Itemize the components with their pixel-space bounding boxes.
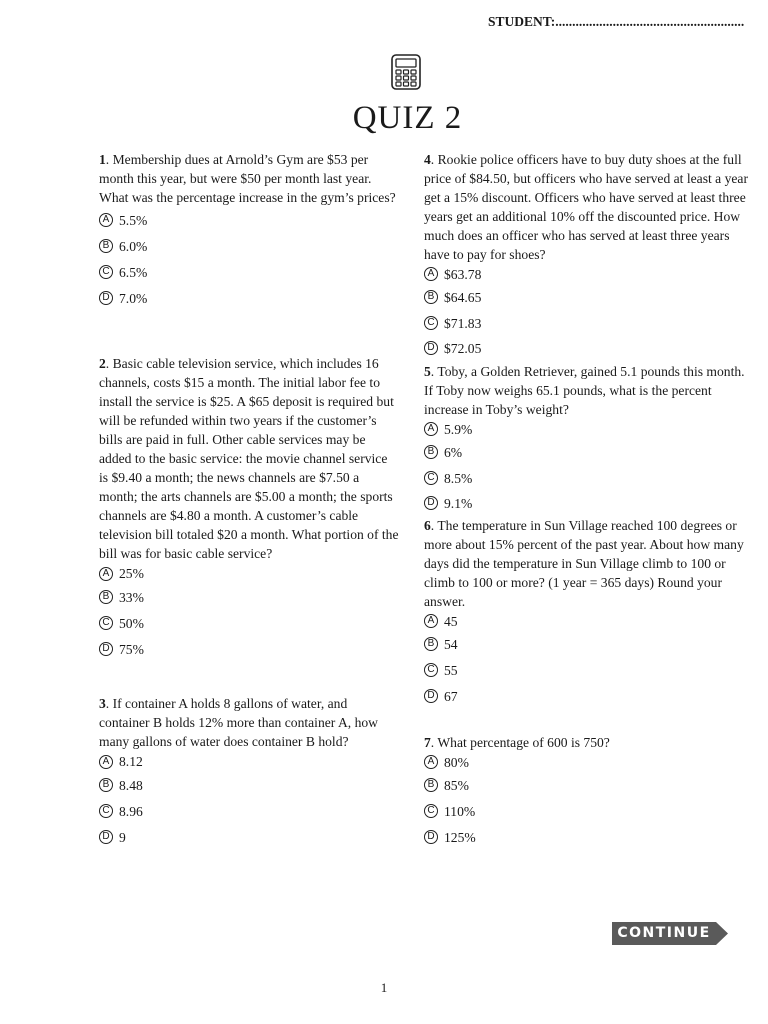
answer-option-a[interactable]	[424, 752, 748, 772]
continue-button[interactable]	[612, 922, 728, 945]
question-stem	[99, 694, 399, 751]
question-7	[424, 733, 748, 850]
question-number: 6	[424, 518, 431, 533]
option-letter-circle: C	[424, 471, 438, 485]
option-text: 25%	[119, 566, 144, 581]
option-letter-circle: D	[424, 689, 438, 703]
question-number: 2	[99, 356, 106, 371]
question-text: . Membership dues at Arnold’s Gym are $53 per month this year, but were $50 per month last year. What was the percentage increase in the gym’s prices?	[99, 152, 396, 205]
answer-option-d[interactable]	[424, 824, 748, 850]
option-text: 7.0%	[119, 290, 148, 306]
question-stem	[424, 150, 748, 264]
option-text: 5.9%	[444, 421, 473, 437]
question-text: . Rookie police officers have to buy duty shoes at the full price of $84.50, but officers who have served at least a year get a 15% discount. Officers who have served at least three years get an additional 10% off the discounted price. How much does an officer who has served at least three years have to pay for shoes?	[424, 152, 748, 262]
option-letter-circle: A	[424, 422, 438, 436]
answer-option-b[interactable]	[99, 772, 399, 798]
option-text: 8.48	[119, 777, 143, 793]
answer-option-c[interactable]	[99, 610, 399, 636]
question-5	[424, 362, 748, 515]
option-letter-circle: C	[424, 663, 438, 677]
answer-option-c[interactable]	[99, 259, 399, 285]
option-text: 33%	[119, 589, 144, 605]
option-text: 80%	[444, 754, 469, 770]
option-text: 85%	[444, 777, 469, 793]
answer-option-a[interactable]	[424, 264, 748, 284]
option-letter-circle: C	[99, 265, 113, 279]
answer-option-c[interactable]	[424, 657, 748, 683]
option-text: 45	[444, 613, 458, 629]
answer-option-d[interactable]	[424, 336, 748, 360]
question-stem	[424, 733, 748, 752]
option-text: 50%	[119, 615, 144, 631]
question-stem	[99, 354, 399, 563]
option-text: 9.1%	[444, 495, 473, 511]
option-letter-circle: A	[424, 755, 438, 769]
answer-option-b[interactable]	[424, 772, 748, 798]
option-letter-circle: A	[424, 614, 438, 628]
answer-options	[99, 563, 399, 662]
question-4	[424, 150, 748, 360]
question-text: . Basic cable television service, which includes 16 channels, costs $15 a month. The initial labor fee to install the service is $25. A $65 deposit is required but will be refunded within two years if the customer’s bills are paid in full. Other cable services may be added to the basic service: the movie channel service is $9.40 a month; the news channels are $7.50 a month; the arts channels are $5.00 a month; the sports channels are $4.80 a month. A customer’s cable television bill totaled $20 a month. What portion of the bill was for basic cable service?	[99, 356, 399, 561]
option-text: 6%	[444, 444, 463, 460]
option-text: $72.05	[444, 340, 482, 356]
option-letter-circle: C	[424, 804, 438, 818]
option-letter-circle: D	[99, 830, 113, 844]
option-letter-circle: B	[424, 637, 438, 651]
answer-option-b[interactable]	[424, 284, 748, 310]
question-number: 1	[99, 152, 106, 167]
option-text: 6.0%	[119, 238, 148, 254]
option-letter-circle: D	[99, 642, 113, 656]
option-text: $71.83	[444, 315, 482, 331]
answer-option-c[interactable]	[424, 465, 748, 491]
answer-options	[424, 752, 748, 850]
answer-option-c[interactable]	[99, 798, 399, 824]
question-number: 5	[424, 364, 431, 379]
answer-option-c[interactable]	[424, 310, 748, 336]
question-text: . What percentage of 600 is 750?	[430, 735, 610, 750]
option-text: 5.5%	[119, 212, 148, 228]
option-letter-circle: B	[424, 778, 438, 792]
question-stem	[99, 150, 399, 207]
answer-option-a[interactable]	[424, 611, 748, 631]
option-letter-circle: B	[99, 590, 113, 604]
student-name-field: STUDENT:........................................................	[488, 14, 745, 29]
question-3	[99, 694, 399, 850]
question-number: 3	[99, 696, 106, 711]
option-text: 6.5%	[119, 264, 148, 280]
option-letter-circle: B	[99, 239, 113, 253]
option-letter-circle: A	[99, 213, 113, 227]
question-number: 4	[424, 152, 431, 167]
answer-option-b[interactable]	[99, 584, 399, 610]
answer-option-d[interactable]	[99, 824, 399, 850]
answer-option-b[interactable]	[424, 631, 748, 657]
option-letter-circle: A	[424, 267, 438, 281]
option-letter-circle: C	[424, 316, 438, 330]
answer-option-b[interactable]	[99, 233, 399, 259]
continue-label: CONTINUE	[617, 925, 711, 941]
question-6	[424, 516, 748, 709]
option-text: 125%	[444, 829, 476, 845]
answer-option-d[interactable]	[99, 636, 399, 662]
option-text: 54	[444, 636, 458, 652]
answer-option-a[interactable]	[99, 563, 399, 584]
option-letter-circle: B	[424, 445, 438, 459]
answer-options	[424, 611, 748, 709]
option-text: 75%	[119, 641, 144, 657]
option-text: 8.96	[119, 803, 143, 819]
answer-option-d[interactable]	[424, 683, 748, 709]
question-2	[99, 354, 399, 662]
question-text: . Toby, a Golden Retriever, gained 5.1 pounds this month. If Toby now weighs 65.1 pounds, what is the percent increase in Toby’s weight?	[424, 364, 745, 417]
question-stem	[424, 516, 748, 611]
option-text: 8.12	[119, 754, 143, 769]
question-stem	[424, 362, 748, 419]
answer-options	[99, 207, 399, 311]
option-letter-circle: D	[424, 341, 438, 355]
option-letter-circle: C	[99, 804, 113, 818]
question-text: . The temperature in Sun Village reached 100 degrees or more about 15% percent of the past year. About how many days did the temperature in Sun Village climb to 100 or climb to 100 or more? (1 year = 365 days) Round your answer.	[424, 518, 744, 609]
option-letter-circle: B	[99, 778, 113, 792]
option-letter-circle: D	[99, 291, 113, 305]
option-text: 55	[444, 662, 458, 678]
question-text: . If container A holds 8 gallons of water, and container B holds 12% more than container A, how many gallons of water does container B hold?	[99, 696, 378, 749]
option-text: $64.65	[444, 289, 482, 305]
answer-option-d[interactable]	[99, 285, 399, 311]
answer-option-d[interactable]	[424, 491, 748, 515]
page-number: 1	[380, 980, 388, 995]
option-text: $63.78	[444, 266, 482, 282]
answer-options	[424, 264, 748, 360]
option-letter-circle: C	[99, 616, 113, 630]
answer-option-a[interactable]	[99, 207, 399, 233]
option-letter-circle: B	[424, 290, 438, 304]
option-letter-circle: A	[99, 755, 113, 769]
calculator-icon	[391, 54, 421, 90]
option-text: 110%	[444, 803, 476, 819]
option-letter-circle: D	[424, 496, 438, 510]
answer-option-c[interactable]	[424, 798, 748, 824]
option-letter-circle: D	[424, 830, 438, 844]
option-text: 8.5%	[444, 470, 473, 486]
answer-option-a[interactable]	[424, 419, 748, 439]
question-number: 7	[424, 735, 431, 750]
page-title: QUIZ 2	[352, 100, 463, 136]
answer-options	[424, 419, 748, 515]
option-text: 67	[444, 688, 458, 704]
answer-options	[99, 751, 399, 850]
answer-option-b[interactable]	[424, 439, 748, 465]
question-1	[99, 150, 399, 311]
answer-option-a[interactable]	[99, 751, 399, 772]
option-text: 9	[119, 829, 126, 845]
option-letter-circle: A	[99, 567, 113, 581]
